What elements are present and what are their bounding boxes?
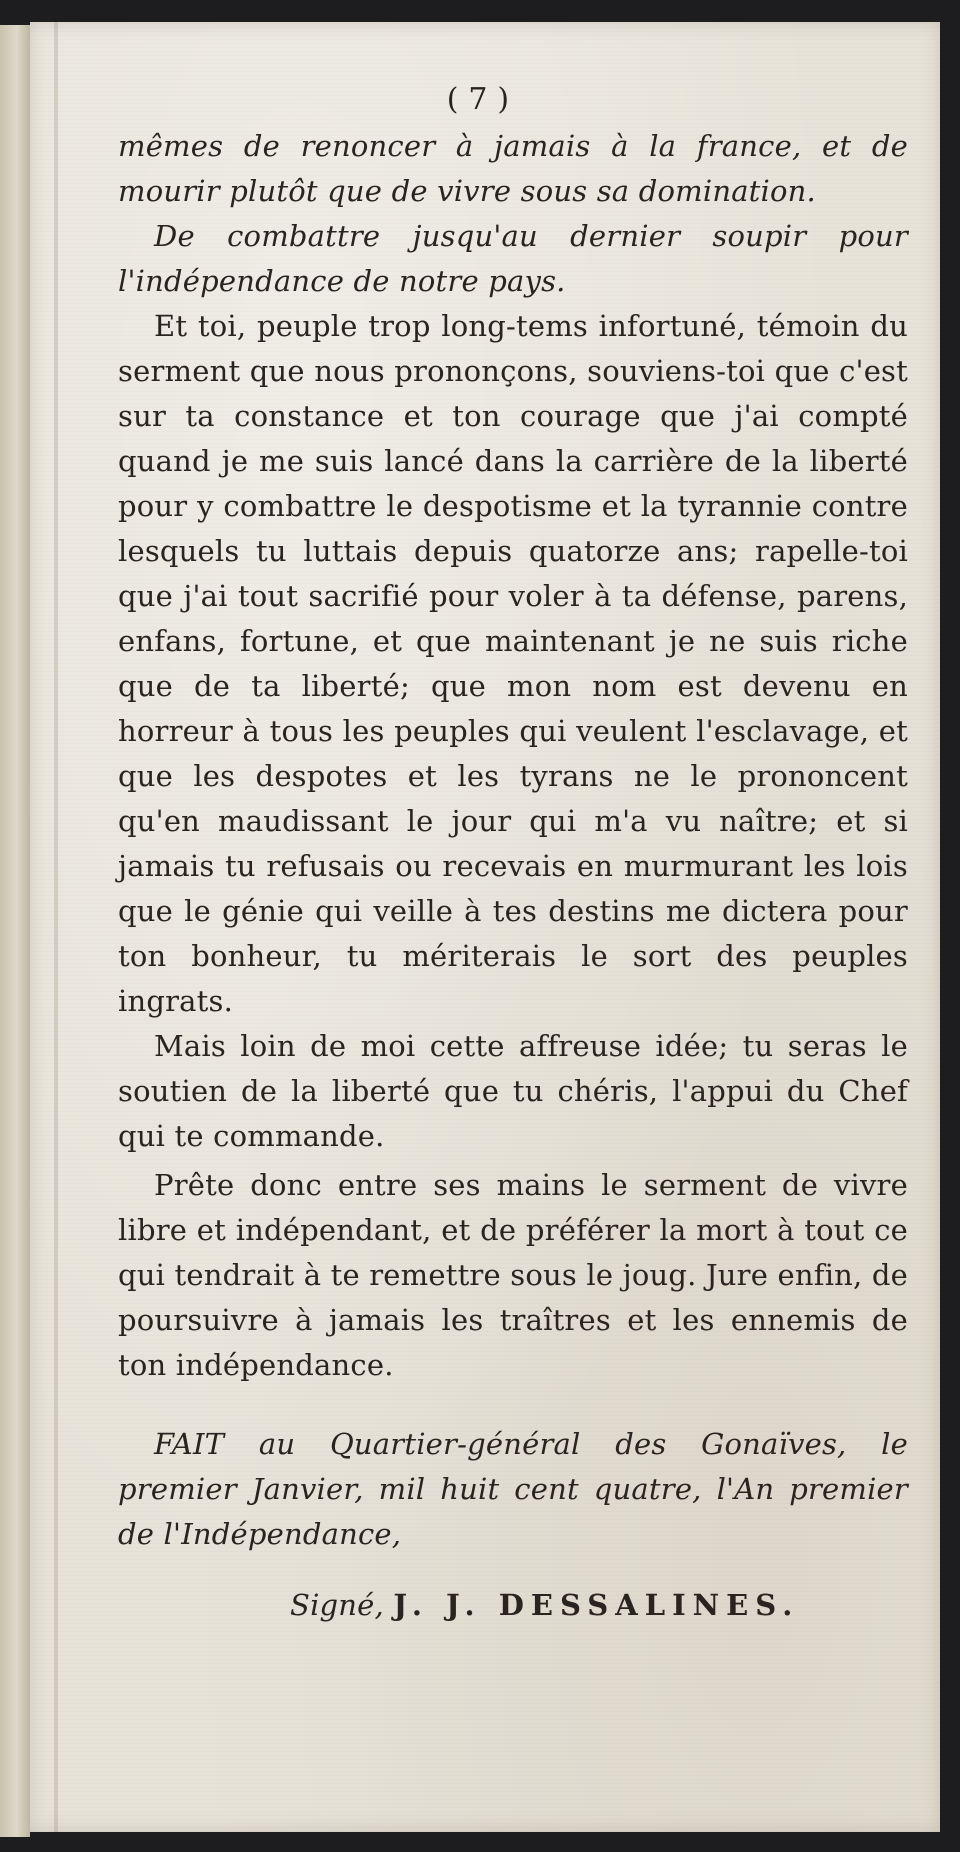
page-number: ( 7 ) [446,82,510,117]
paragraph-renouncing-france: mêmes de renoncer à jamais à la france, et de mourir plutôt que de vivre sous sa domination. [118,129,908,208]
signature-line [118,1583,908,1628]
paragraph-place-and-date: FAIT au Quartier-général des Gonaïves, le premier Janvier, mil huit cent quatre, l'An premier de l'Indépendance, [118,1427,908,1551]
page-fold-shadow [54,22,58,1832]
paragraph-address-to-people: Et toi, peuple trop long-tems infortuné, témoin du serment que nous prononçons, souviens-toi que c'est sur ta constance et ton courage que j'ai compté quand je me suis lancé dans la carrière de la liberté pour y combattre le despotisme et la tyrannie contre lesquels tu luttais depuis quatorze ans; rapelle-toi que j'ai tout sacrifié pour voler à ta défense, parens, enfans, fortune, et que maintenant je ne suis riche que de ta liberté; que mon nom est devenu en horreur à tous les peuples qui veulent l'esclavage, et que les despotes et les tyrans ne le prononcent qu'en maudissant le jour qui m'a vu naître; et si jamais tu refusais ou recevais en murmurant les lois que le génie qui veille à tes destins me dictera pour ton bonheur, tu mériterais le sort des peuples ingrats. [118,309,908,1018]
signature-prefix: Signé, [290,1588,384,1622]
paragraph-far-from-me: Mais loin de moi cette affreuse idée; tu seras le soutien de la liberté que tu chéris, l'appui du Chef qui te commande. [118,1029,908,1153]
paragraph-combat-pledge: De combattre jusqu'au dernier soupir pour l'indépendance de notre pays. [118,219,908,298]
paragraph-oath: Prête donc entre ses mains le serment de vivre libre et indépendant, et de préférer la mort à tout ce qui tendrait à te remettre sous le joug. Jure enfin, de poursuivre à jamais les traîtres et les ennemis de ton indépendance. [118,1168,909,1382]
document-body [118,80,908,1628]
previous-page-edge [0,25,30,1837]
signatory-name: J. J. DESSALINES. [393,1588,800,1622]
